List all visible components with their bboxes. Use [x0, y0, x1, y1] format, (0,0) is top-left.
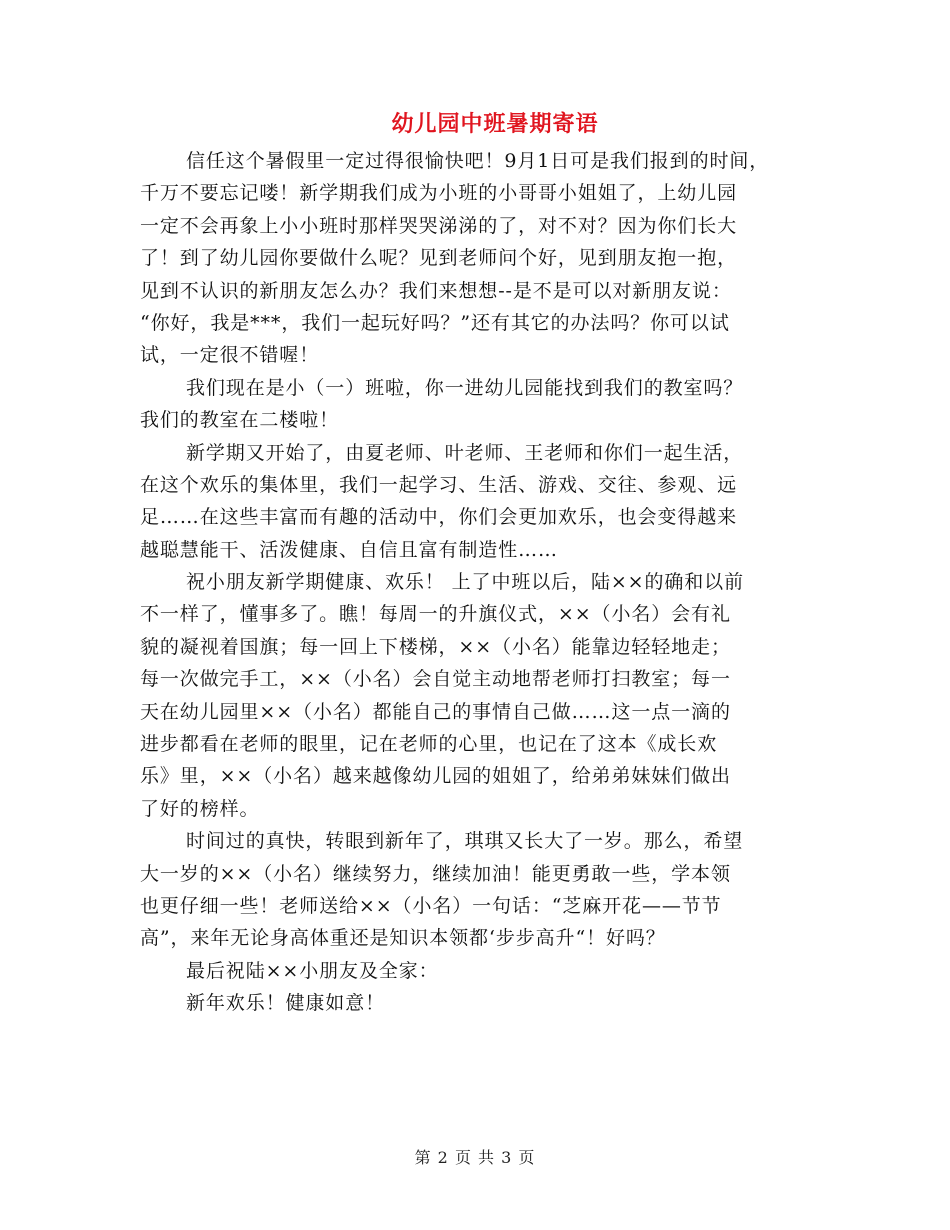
text-line: 试，一定很不错喔！: [140, 344, 320, 367]
text-line: 大一岁的××（小名）继续努力，继续加油！能更勇敢一些，学本领: [140, 862, 731, 885]
text-line: 一定不会再象上小小班时那样哭哭涕涕的了，对不对？因为你们长大: [140, 214, 738, 237]
text-line: 每一次做完手工，××（小名）会自觉主动地帮老师打扫教室；每一: [140, 668, 731, 691]
text-line: 在这个欢乐的集体里，我们一起学习、生活、游戏、交往、参观、远: [140, 473, 738, 496]
text-line: 足……在这些丰富而有趣的活动中，你们会更加欢乐，也会变得越来: [140, 506, 738, 529]
page-title: 幼儿园中班暑期寄语: [391, 111, 599, 137]
text-line: 祝小朋友新学期健康、欢乐！ 上了中班以后，陆××的确和以前: [186, 571, 744, 594]
text-line: 越聪慧能干、活泼健康、自信且富有制造性……: [140, 538, 558, 561]
text-line: 信任这个暑假里一定过得很愉快吧！9月1日可是我们报到的时间，: [186, 150, 770, 172]
document-body: [140, 145, 840, 1020]
text-line: 新年欢乐！健康如意！: [186, 992, 386, 1015]
text-line: 乐》里，××（小名）越来越像幼儿园的姐姐了，给弟弟妹妹们做出: [140, 765, 731, 788]
text-line: 不一样了，懂事多了。瞧！每周一的升旗仪式，××（小名）会有礼: [140, 603, 731, 626]
text-line: 也更仔细一些！老师送给××（小名）一句话：“芝麻开花——节节: [140, 894, 722, 917]
text-line: “你好，我是***，我们一起玩好吗？”还有其它的办法吗？你可以试: [140, 311, 730, 334]
text-line: 最后祝陆××小朋友及全家：: [186, 959, 439, 982]
text-line: 我们的教室在二楼啦！: [140, 409, 340, 432]
text-line: 高”，来年无论身高体重还是知识本领都‘步步高升“！好吗？: [140, 927, 666, 950]
text-line: 我们现在是小（一）班啦，你一进幼儿园能找到我们的教室吗？: [186, 376, 744, 399]
text-line: 千万不要忘记喽！新学期我们成为小班的小哥哥小姐姐了，上幼儿园: [140, 182, 738, 205]
text-line: 新学期又开始了，由夏老师、叶老师、王老师和你们一起生活，: [186, 441, 744, 464]
text-line: 貌的凝视着国旗；每一回上下楼梯，××（小名）能靠边轻轻地走；: [140, 635, 731, 658]
text-line: 了！到了幼儿园你要做什么呢？见到老师问个好，见到朋友抱一抱，: [140, 247, 738, 270]
text-line: 天在幼儿园里××（小名）都能自己的事情自己做……这一点一滴的: [140, 700, 731, 723]
page-number-footer: 第 2 页 共 3 页: [414, 1148, 536, 1167]
text-line: 见到不认识的新朋友怎么办？我们来想想--是不是可以对新朋友说：: [140, 279, 732, 302]
text-line: 进步都看在老师的眼里，记在老师的心里，也记在了这本《成长欢: [140, 733, 718, 756]
text-line: 了好的榜样。: [140, 797, 260, 820]
text-line: 时间过的真快，转眼到新年了，琪琪又长大了一岁。那么，希望: [186, 830, 744, 853]
